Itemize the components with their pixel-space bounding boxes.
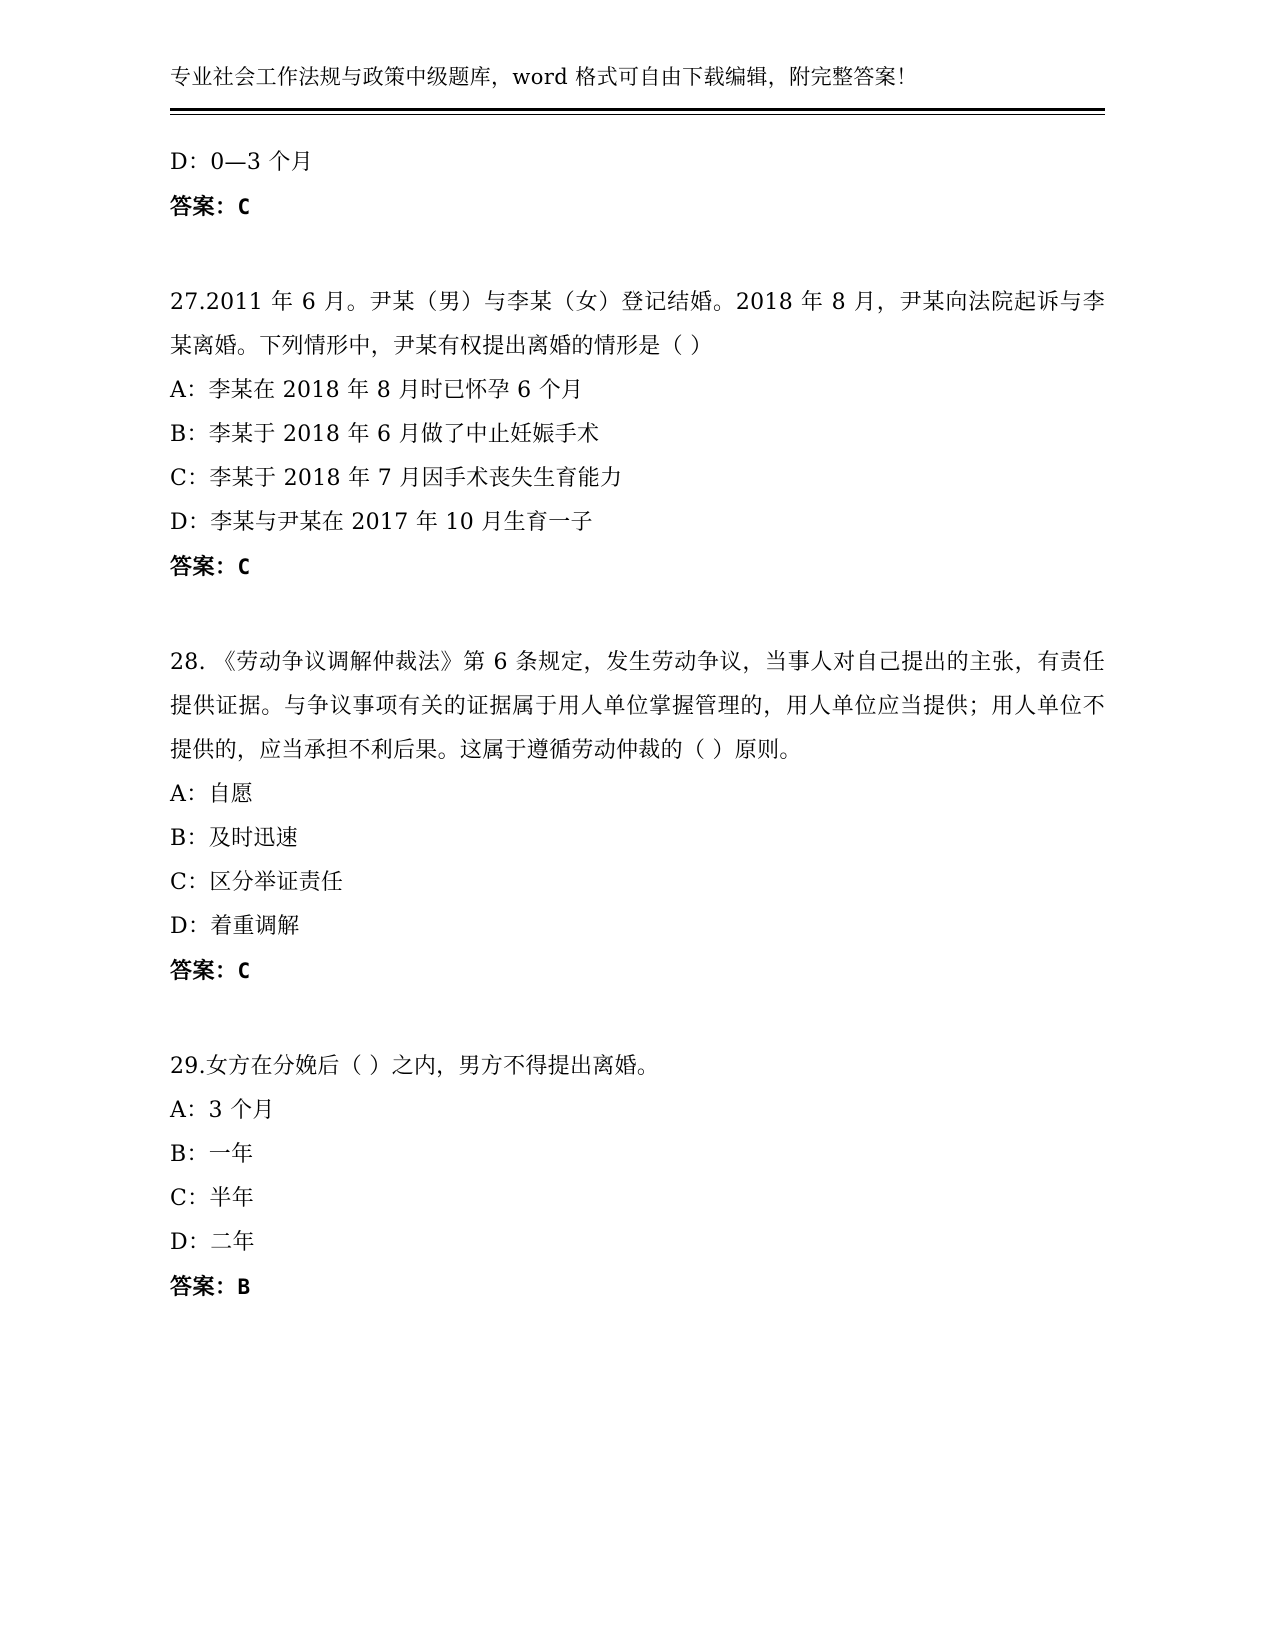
option-c: C：区分举证责任: [170, 869, 344, 895]
option-d: D：二年: [170, 1229, 255, 1255]
block-spacer-3: [170, 1027, 1105, 1045]
answer-value: C: [237, 554, 251, 579]
option-a: A：3 个月: [170, 1097, 275, 1123]
option-c: C：李某于 2018 年 7 月因手术丧失生育能力: [170, 465, 623, 491]
option-c: C：半年: [170, 1185, 255, 1211]
answer-row: [170, 949, 1105, 993]
page-header-title: 专业社会工作法规与政策中级题库，word 格式可自由下载编辑，附完整答案！: [170, 65, 918, 89]
leading-answer-block: [170, 141, 1105, 229]
question-stem: 29.女方在分娩后（ ）之内，男方不得提出离婚。: [170, 1053, 660, 1079]
block-spacer-2: [170, 623, 1105, 641]
divider-thick-line: [170, 108, 1105, 111]
option-b: B：一年: [170, 1141, 254, 1167]
option-b: B：及时迅速: [170, 825, 298, 851]
question-28: [170, 641, 1105, 993]
option-a: A：自愿: [170, 781, 254, 807]
option-d: D：着重调解: [170, 913, 300, 939]
answer-row: [170, 1265, 1105, 1309]
option-a: A：李某在 2018 年 8 月时已怀孕 6 个月: [170, 377, 584, 403]
option-b: B：李某于 2018 年 6 月做了中止妊娠手术: [170, 421, 600, 447]
question-27: [170, 281, 1105, 589]
answer-value: B: [237, 1274, 251, 1299]
answer-label: 答案：: [170, 193, 238, 220]
option-d: D：李某与尹某在 2017 年 10 月生育一子: [170, 509, 593, 535]
option-d: D：0—3 个月: [170, 149, 314, 175]
answer-value: C: [237, 958, 251, 983]
header-divider: [170, 108, 1105, 115]
answer-value: C: [237, 194, 251, 219]
answer-label: 答案：: [170, 957, 238, 984]
answer-label: 答案：: [170, 553, 238, 580]
block-spacer-1: [170, 263, 1105, 281]
question-stem: 27.2011 年 6 月。尹某（男）与李某（女）登记结婚。2018 年 8 月，尹某向法院起诉与李某离婚。下列情形中，尹某有权提出离婚的情形是（ ）: [170, 289, 1105, 359]
answer-label: 答案：: [170, 1273, 238, 1300]
question-29: [170, 1045, 1105, 1309]
divider-thin-line: [170, 114, 1105, 115]
answer-row: [170, 545, 1105, 589]
answer-row: [170, 185, 1105, 229]
question-stem: 28. 《劳动争议调解仲裁法》第 6 条规定，发生劳动争议，当事人对自己提出的主张，有责任提供证据。与争议事项有关的证据属于用人单位掌握管理的，用人单位应当提供；用人单位不提供的，应当承担不利后果。这属于遵循劳动仲裁的（ ）原则。: [170, 649, 1105, 763]
